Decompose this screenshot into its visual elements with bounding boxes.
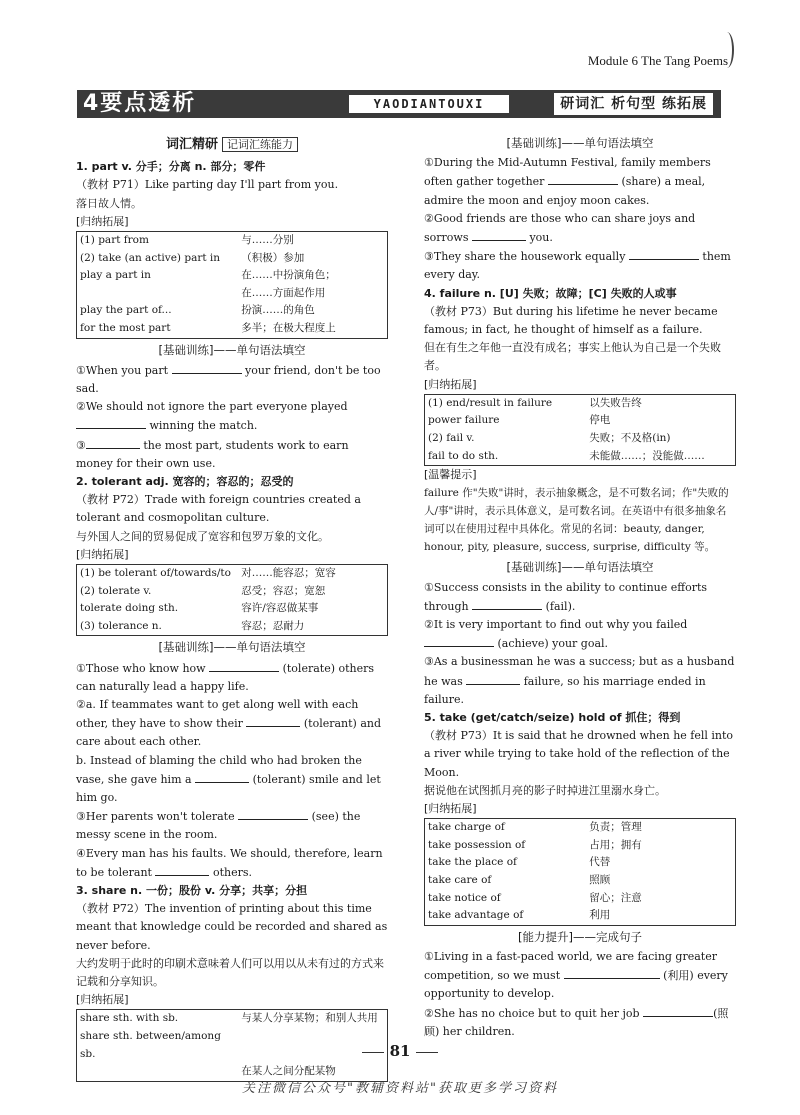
item-2-question-4: ④Every man has his faults. We should, therefore, learn to be tolerant others.	[76, 846, 383, 879]
item-1-title: 1. part v. 分手；分离 n. 部分；零件	[76, 160, 266, 174]
item-2-question-3: ③Her parents won't tolerate (see) the messy scene in the room.	[76, 807, 388, 844]
answer-blank[interactable]	[466, 672, 520, 685]
answer-blank[interactable]	[155, 863, 209, 876]
item-3-question-1: ①During the Mid-Autumn Festival, family members often gather together (share) a meal, admire the moon and enjoy moon cakes.	[424, 156, 711, 207]
right-column	[424, 132, 736, 1041]
table-row	[425, 412, 736, 430]
answer-blank[interactable]	[629, 247, 699, 260]
table-row	[425, 394, 736, 412]
table-row	[425, 837, 736, 855]
answer-blank[interactable]	[172, 361, 242, 374]
summary-label: [归纳拓展]	[76, 993, 129, 1007]
table-row	[77, 285, 388, 303]
drill-label: [基础训练]——单句语法填空	[158, 640, 306, 655]
phrase-cell: take care of	[428, 874, 492, 887]
item-3-question-2: ②Good friends are those who can share joys and sorrows you.	[424, 211, 696, 245]
answer-blank[interactable]	[238, 807, 308, 820]
meaning-cell: 停电	[589, 414, 611, 427]
meaning-cell: 对……能容忍；宽容	[241, 567, 336, 580]
answer-blank[interactable]	[472, 597, 542, 610]
tip-label: [温馨提示]	[424, 468, 477, 482]
item-2-title: 2. tolerant adj. 宽容的；容忍的；忍受的	[76, 475, 294, 488]
phrase-cell: play the part of...	[80, 304, 172, 317]
phrase-cell: (3) tolerance n.	[80, 619, 162, 632]
item-4-title: 4. failure n. [U] 失败；故障；[C] 失败的人或事	[424, 286, 677, 300]
meaning-cell: 利用	[589, 909, 611, 922]
item-5-translation: 据说他在试图抓月亮的影子时掉进江里溺水身亡。	[424, 783, 666, 797]
meaning-cell: 未能做……；没能做……	[589, 449, 705, 462]
section-subtitle: 记词汇练能力	[222, 137, 298, 152]
answer-blank[interactable]	[76, 416, 146, 429]
ability-label: [能力提升]——完成句子	[518, 929, 642, 944]
item-2-question-2b: b. Instead of blaming the child who had broken the vase, she gave him a (tolerant) smile and let him go.	[76, 753, 381, 805]
table-row	[77, 250, 388, 268]
table-row	[77, 267, 388, 285]
table-row	[425, 907, 736, 925]
table-row	[77, 600, 388, 618]
item-2-question-1: ①Those who know how (tolerate) others can naturally lead a happy life.	[76, 659, 388, 696]
item-3-title: 3. share n. 一份；股份 v. 分享；共享；分担	[76, 884, 308, 898]
phrase-cell: (2) take (an active) part in	[80, 251, 221, 264]
item-5-question-1: ①Living in a fast-paced world, we are facing greater competition, so we must (利用) every opportunity to develop.	[424, 950, 728, 1001]
phrase-cell: fail to do sth.	[428, 449, 499, 462]
item-3-example: （教材 P72）The invention of printing about this time meant that knowledge could be recorded and shared as never before.	[76, 902, 388, 952]
answer-blank[interactable]	[209, 659, 279, 672]
drill-label: [基础训练]——单句语法填空	[158, 342, 306, 357]
answer-blank[interactable]	[424, 634, 494, 647]
section-title: 词汇精研 记词汇练能力	[76, 136, 388, 154]
meaning-cell: 与……分别	[241, 234, 294, 247]
table-row	[425, 890, 736, 908]
meaning-cell: 多半；在极大程度上	[241, 321, 336, 334]
drill-label: [基础训练]——单句语法填空	[506, 136, 654, 150]
item-2-translation: 与外国人之间的贸易促成了宽容和包罗万象的文化。	[76, 529, 329, 543]
phrase-cell: tolerate doing sth.	[80, 602, 179, 615]
meaning-cell: 占用；拥有	[589, 838, 642, 851]
running-header: Module 6 The Tang Poems	[587, 53, 728, 68]
table-row	[77, 302, 388, 320]
page-number: 81	[0, 1042, 800, 1060]
phrase-cell: share sth. with sb.	[80, 1012, 179, 1025]
table-row	[77, 232, 388, 250]
answer-blank[interactable]	[195, 770, 249, 783]
phrase-cell: take notice of	[428, 891, 501, 904]
table-row	[425, 448, 736, 466]
item-5-title: 5. take (get/catch/seize) hold of 抓住；得到	[424, 711, 681, 725]
meaning-cell: 在……方面起作用	[241, 286, 326, 299]
item-2-table	[76, 564, 388, 636]
item-2-question-2a: ②a. If teammates want to get along well with each other, they have to show their (tolerant) and care about each other.	[76, 698, 382, 749]
phrase-cell: take charge of	[428, 821, 505, 834]
answer-blank[interactable]	[564, 966, 660, 979]
table-row	[77, 1063, 388, 1081]
left-column	[76, 132, 388, 1082]
table-row	[77, 320, 388, 338]
phrase-cell: (2) tolerate v.	[80, 584, 152, 597]
meaning-cell: 以失败告终	[589, 396, 642, 409]
item-4-example: （教材 P73）But during his lifetime he never became famous; in fact, he thought of himself as a failure.	[424, 304, 718, 337]
table-row	[425, 430, 736, 448]
item-4-question-2: ②It is very important to find out why you failed (achieve) your goal.	[424, 618, 688, 651]
meaning-cell: 在某人之间分配某物	[241, 1065, 336, 1078]
banner-pinyin: YAODIANTOUXI	[349, 95, 509, 113]
table-row	[77, 1010, 388, 1028]
summary-label: [归纳拓展]	[76, 214, 129, 228]
table-row	[425, 854, 736, 872]
item-1-question-3: ③ the most part, students work to earn money for their own use.	[76, 436, 388, 473]
meaning-cell: 失败；不及格(in)	[589, 432, 671, 445]
banner-tags: 研词汇 析句型 练拓展	[554, 93, 713, 115]
item-1-example: （教材 P71）Like parting day I'll part from you.	[76, 178, 339, 192]
summary-label: [归纳拓展]	[424, 377, 477, 391]
table-row	[77, 583, 388, 601]
item-4-table	[424, 394, 736, 466]
item-1-translation: 落日故人情。	[76, 196, 142, 210]
item-1-question-1: ①When you part your friend, don't be too sad.	[76, 361, 388, 398]
phrase-cell	[77, 1063, 239, 1081]
meaning-cell: 在……中扮演角色；	[241, 269, 336, 282]
answer-blank[interactable]	[643, 1004, 713, 1017]
meaning-cell: （积极）参加	[241, 251, 305, 264]
table-row	[425, 872, 736, 890]
meaning-cell: 扮演……的角色	[241, 304, 315, 317]
table-row	[77, 565, 388, 583]
meaning-cell: 容许/容忍做某事	[241, 602, 319, 615]
meaning-cell: 照顾	[589, 874, 611, 887]
banner-number: 4要点透析	[83, 91, 197, 116]
footer-note: 关注微信公众号"教辅资料站"获取更多学习资料	[242, 1081, 558, 1096]
phrase-cell: play a part in	[80, 269, 151, 282]
item-1-question-2: ②We should not ignore the part everyone played winning the match.	[76, 400, 348, 433]
phrase-cell: (1) end/result in failure	[428, 396, 553, 409]
answer-blank[interactable]	[472, 228, 526, 241]
item-3-translation: 大约发明于此时的印刷术意味着人们可以用以从未有过的方式来记载和分享知识。	[76, 956, 384, 989]
answer-blank[interactable]	[548, 172, 618, 185]
phrase-cell: for the most part	[80, 321, 171, 334]
item-4-translation: 但在有生之年他一直没有成名；事实上他认为自己是一个失败者。	[424, 341, 721, 373]
meaning-cell: 负责；管理	[589, 821, 642, 834]
item-5-example: （教材 P73）It is said that he drowned when he fell into a river while trying to take hold of the reflection of the Moon.	[424, 729, 734, 779]
phrase-cell: power failure	[428, 414, 500, 427]
answer-blank[interactable]	[86, 436, 140, 449]
phrase-cell: (1) part from	[80, 234, 149, 247]
item-4-question-1: ①Success consists in the ability to continue efforts through (fail).	[424, 580, 708, 613]
meaning-cell: 忍受；容忍；宽恕	[241, 584, 326, 597]
drill-label: [基础训练]——单句语法填空	[506, 560, 654, 575]
item-1-table	[76, 231, 388, 339]
meaning-cell: 容忍；忍耐力	[241, 619, 305, 632]
summary-label: [归纳拓展]	[76, 547, 129, 561]
phrase-cell: share sth. between/among sb.	[80, 1030, 221, 1060]
meaning-cell: 留心；注意	[589, 891, 642, 904]
meaning-cell: 与某人分享某物；和别人共用	[241, 1012, 378, 1025]
item-2-example: （教材 P72）Trade with foreign countries created a tolerant and cosmopolitan culture.	[76, 493, 361, 525]
phrase-cell	[77, 285, 239, 303]
meaning-cell: 代替	[589, 856, 611, 869]
section-banner	[77, 90, 721, 118]
phrase-cell: take possession of	[428, 838, 526, 851]
item-5-table	[424, 818, 736, 926]
phrase-cell: (1) be tolerant of/towards/to	[80, 567, 231, 580]
table-row	[77, 618, 388, 636]
item-4-question-3: ③As a businessman he was a success; but as a husband he was failure, so his marriage ended in failure.	[424, 655, 735, 706]
phrase-cell: (2) fail v.	[428, 432, 475, 445]
phrase-cell: take the place of	[428, 856, 517, 869]
item-3-question-3: ③They share the housework equally them every day.	[424, 247, 736, 284]
summary-label: [归纳拓展]	[424, 802, 477, 816]
item-5-question-2: ②She has no choice but to quit her job (照顾) her children.	[424, 1004, 736, 1041]
phrase-cell: take advantage of	[428, 909, 524, 922]
tip-text: failure 作"失败"讲时，表示抽象概念，是不可数名词；作"失败的人/事"讲时，表示具体意义，是可数名词。在英语中有很多抽象名词可以在使用过程中具体化。常见的名词：beauty, danger, honour, pity, pleasure, success, surprise, difficulty 等。	[424, 487, 729, 554]
answer-blank[interactable]	[246, 714, 300, 727]
table-row	[425, 819, 736, 837]
